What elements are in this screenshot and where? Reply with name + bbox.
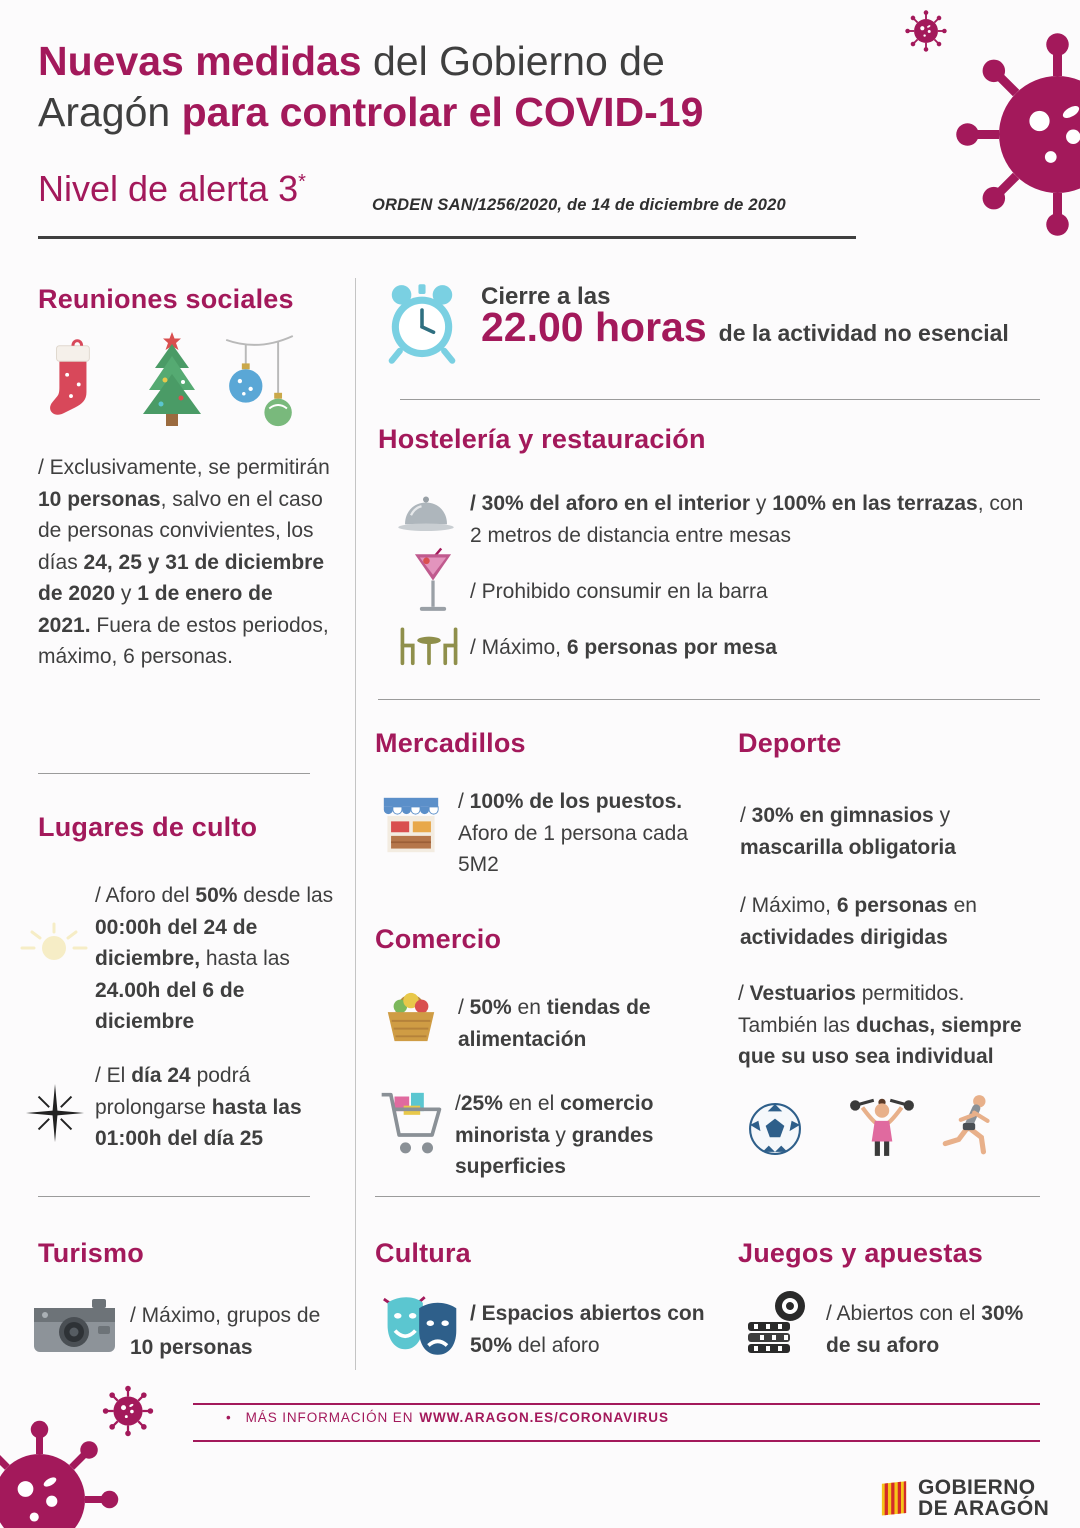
virus-icon	[903, 8, 949, 54]
aragon-flag-icon	[880, 1477, 908, 1519]
hosteleria-text-2: / Prohibido consumir en la barra	[470, 580, 768, 603]
gov-line2: DE ARAGÓN	[918, 1497, 1050, 1520]
page-title-line1	[38, 36, 703, 87]
virus-icon	[0, 1412, 127, 1528]
grocery-basket-icon	[382, 986, 440, 1048]
shopping-cart-icon	[378, 1080, 444, 1168]
comercio-text-2: /25% en el comercio minorista y grandes superficies	[455, 1092, 654, 1178]
gobierno-aragon-logo	[880, 1477, 1049, 1519]
virus-icon	[945, 22, 1080, 247]
culto-text-2: / El día 24 podrá prolongarse hasta las 01:00h del día 25	[95, 1064, 302, 1150]
weightlifter-icon	[848, 1092, 916, 1158]
divider	[378, 699, 1040, 700]
title-accent-1: Nuevas medidas	[38, 38, 362, 84]
divider	[400, 399, 1040, 400]
section-title-culto: Lugares de culto	[38, 812, 258, 842]
closure-scope: de la actividad no esencial	[718, 320, 1009, 346]
gobierno-aragon-text	[918, 1477, 1049, 1519]
turismo-text: / Máximo, grupos de 10 personas	[130, 1304, 321, 1359]
title-plain-2: Aragón	[38, 89, 182, 135]
footer-info	[226, 1410, 669, 1425]
section-title-juegos: Juegos y apuestas	[738, 1238, 984, 1268]
column-divider	[355, 278, 356, 1370]
soccer-ball-icon	[748, 1102, 802, 1156]
comercio-text-1: / 50% en tiendas de alimentación	[458, 996, 651, 1051]
table-and-chairs-icon	[398, 624, 460, 670]
hosteleria-text-1: / 30% del aforo en el interior y 100% en las terrazas, con 2 metros de distancia entre mesas	[470, 492, 1024, 547]
alert-level-heading	[38, 168, 306, 210]
title-accent-2: para controlar el COVID-19	[181, 89, 704, 135]
closure-intro: Cierre a las	[481, 283, 611, 310]
section-title-turismo: Turismo	[38, 1238, 144, 1268]
title-plain-1: del Gobierno de	[361, 38, 665, 84]
footer-info-url[interactable]: WWW.ARAGON.ES/CORONAVIRUS	[419, 1410, 669, 1425]
sun-icon	[18, 920, 90, 970]
footer-divider-top	[193, 1403, 1040, 1405]
footer-info-label: MÁS INFORMACIÓN EN	[245, 1410, 414, 1425]
cocktail-glass-icon	[410, 544, 456, 622]
deporte-text-3: / Vestuarios permitidos. También las duchas, siempre que su uso sea individual	[738, 982, 1022, 1068]
star-sparkle-icon	[24, 1082, 86, 1144]
theater-masks-icon	[382, 1294, 460, 1358]
reuniones-text: / Exclusivamente, se permitirán 10 personas, salvo en el caso de personas convivientes, los días 24, 25 y 31 de diciembre de 2020 y 1 de enero de 2021. Fuera de estos periodos, máximo, 6 personas.	[38, 456, 330, 668]
divider	[375, 1196, 1040, 1197]
mercadillos-text: / 100% de los puestos. Aforo de 1 persona cada 5M2	[458, 790, 688, 876]
cultura-text: / Espacios abiertos con 50% del aforo	[470, 1302, 705, 1357]
christmas-ornaments-icon	[222, 334, 296, 432]
header-divider	[38, 236, 856, 239]
section-title-reuniones: Reuniones sociales	[38, 284, 294, 314]
christmas-stocking-icon	[42, 336, 100, 428]
camera-icon	[32, 1294, 117, 1356]
divider	[38, 773, 310, 774]
market-stall-icon	[382, 792, 440, 858]
divider	[38, 1196, 310, 1197]
deporte-text-1: / 30% en gimnasios y mascarilla obligatoria	[740, 804, 956, 859]
alarm-clock-icon	[382, 278, 462, 366]
closure-time-row	[481, 304, 1009, 351]
section-title-comercio: Comercio	[375, 924, 502, 954]
section-title-hosteleria: Hostelería y restauración	[378, 424, 706, 454]
serving-dish-icon	[396, 490, 456, 536]
juegos-text: / Abiertos con el 30% de su aforo	[826, 1302, 1024, 1357]
footer-divider-bottom	[193, 1440, 1040, 1442]
casino-chips-icon	[744, 1288, 808, 1358]
christmas-tree-icon	[136, 330, 208, 430]
hosteleria-text-3: / Máximo, 6 personas por mesa	[470, 636, 777, 659]
section-title-deporte: Deporte	[738, 728, 842, 758]
footer-bullet: •	[226, 1410, 232, 1425]
alert-asterisk: *	[298, 171, 306, 193]
culto-text-1: / Aforo del 50% desde las 00:00h del 24 de diciembre, hasta las 24.00h del 6 de diciembre	[95, 884, 334, 1033]
page-title	[38, 36, 703, 138]
deporte-text-2: / Máximo, 6 personas en actividades dirigidas	[740, 894, 977, 949]
alert-level-text: Nivel de alerta 3	[38, 168, 299, 209]
gov-line1: GOBIERNO	[918, 1476, 1036, 1499]
order-reference: ORDEN SAN/1256/2020, de 14 de diciembre de 2020	[372, 196, 786, 214]
runner-icon	[938, 1092, 1000, 1158]
section-title-cultura: Cultura	[375, 1238, 471, 1268]
section-title-mercadillos: Mercadillos	[375, 728, 526, 758]
page-title-line2	[38, 87, 703, 138]
closure-time: 22.00 horas	[481, 304, 707, 350]
